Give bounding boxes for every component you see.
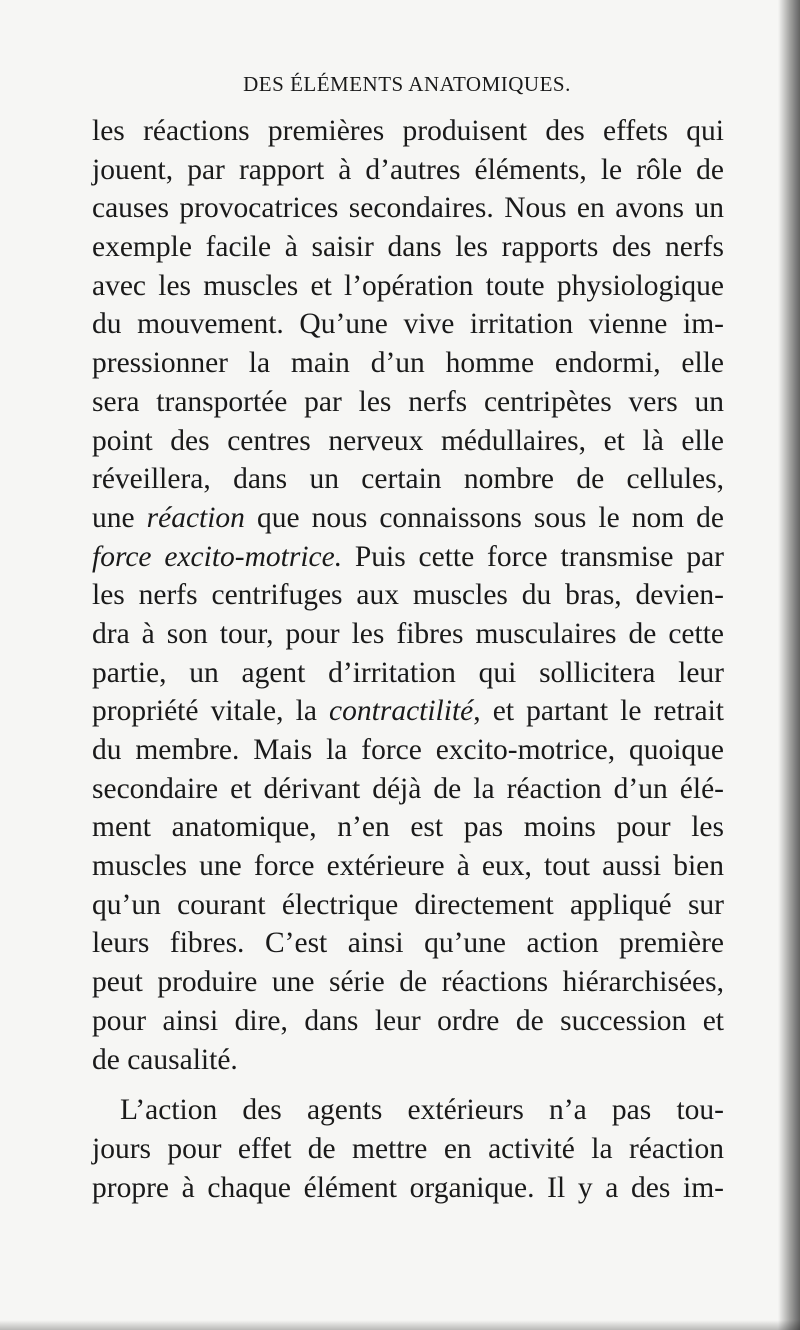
- text-segment: L’action des agents extérieurs n’a pas tou-: [120, 1094, 724, 1127]
- text-segment: du mouvement. Qu’une vive irritation vienne im-: [92, 308, 724, 341]
- text-segment: dra à son tour, pour les fibres musculaires de cette: [92, 617, 724, 650]
- text-segment: du membre. Mais la force excito-motrice, quoique: [92, 734, 724, 766]
- text-segment: propre à chaque élément organique. Il y a des im-: [92, 1171, 724, 1204]
- text-segment: secondaire et dérivant déjà de la réaction d’un élé-: [92, 772, 724, 805]
- text-line: [92, 692, 724, 731]
- text-segment: de causalité.: [92, 1043, 238, 1076]
- text-line: [92, 422, 724, 461]
- italic-term: force excito-motrice.: [92, 540, 343, 573]
- text-segment: exemple facile à saisir dans les rapports des nerfs: [92, 231, 724, 264]
- text-segment: leurs fibres. C’est ainsi qu’une action première: [92, 927, 724, 960]
- text-line: [92, 808, 724, 847]
- text-segment: qu’un courant électrique directement appliqué sur: [92, 888, 724, 921]
- text-segment: muscles une force extérieure à eux, tout aussi bien: [92, 850, 724, 883]
- text-line: [92, 267, 724, 306]
- text-segment: les réactions premières produisent des effets qui: [92, 115, 724, 147]
- text-segment: jours pour effet de mettre en activité la réaction: [92, 1132, 724, 1165]
- text-line: [92, 886, 724, 925]
- text-segment: Puis cette force transmise par: [342, 540, 724, 573]
- text-segment: avec les muscles et l’opération toute physiologique: [92, 269, 724, 302]
- italic-term: contractilité: [329, 695, 474, 728]
- text-line: [92, 112, 724, 151]
- text-line: [92, 189, 724, 228]
- text-line: [92, 1041, 724, 1080]
- text-line: [92, 460, 724, 499]
- text-segment: les nerfs centrifuges aux muscles du bras, devien-: [92, 579, 724, 612]
- text-line: [92, 344, 724, 383]
- text-segment: ment anatomique, n’en est pas moins pour les: [92, 811, 724, 844]
- text-line: [92, 228, 724, 267]
- body-text: [92, 112, 724, 1207]
- text-segment: propriété vitale, la: [92, 695, 330, 728]
- text-segment: , et partant le retrait: [473, 695, 725, 728]
- text-line: [92, 770, 724, 809]
- text-line: [92, 615, 724, 654]
- text-segment: jouent, par rapport à d’autres éléments, le rôle de: [92, 153, 724, 186]
- text-line: [92, 847, 724, 886]
- text-segment: peut produire une série de réactions hiérarchisées,: [92, 966, 724, 999]
- page-edge-shadow: [778, 0, 800, 1330]
- text-segment: une: [92, 501, 147, 534]
- text-segment: que nous connaissons sous le nom de: [244, 501, 725, 534]
- text-line: [92, 538, 724, 577]
- text-line: [92, 963, 724, 1002]
- text-segment: point des centres nerveux médullaires, et là elle: [92, 424, 724, 457]
- italic-term: réaction: [146, 501, 245, 534]
- page-bottom-shadow: [0, 1320, 800, 1330]
- text-line: [92, 654, 724, 693]
- paragraph: [92, 1091, 724, 1207]
- text-line: [92, 151, 724, 190]
- text-line: [92, 499, 724, 538]
- text-line: [92, 924, 724, 963]
- text-line: [92, 1002, 724, 1041]
- running-head: DES ÉLÉMENTS ANATOMIQUES.: [243, 72, 571, 96]
- text-line: [92, 305, 724, 344]
- text-line: [92, 383, 724, 422]
- text-line: [92, 1169, 724, 1208]
- text-segment: pour ainsi dire, dans leur ordre de succession et: [92, 1004, 724, 1037]
- text-segment: sera transportée par les nerfs centripètes vers un: [92, 385, 724, 418]
- text-line: [92, 576, 724, 615]
- text-segment: causes provocatrices secondaires. Nous en avons un: [92, 192, 724, 225]
- text-segment: partie, un agent d’irritation qui sollicitera leur: [92, 656, 724, 689]
- text-line: [92, 731, 724, 770]
- paragraph: [92, 112, 724, 1079]
- paragraph-gap: [92, 1079, 724, 1091]
- text-segment: réveillera, dans un certain nombre de cellules,: [92, 463, 724, 496]
- text-line: [92, 1091, 724, 1130]
- text-line: [92, 1130, 724, 1169]
- text-segment: pressionner la main d’un homme endormi, elle: [92, 347, 724, 380]
